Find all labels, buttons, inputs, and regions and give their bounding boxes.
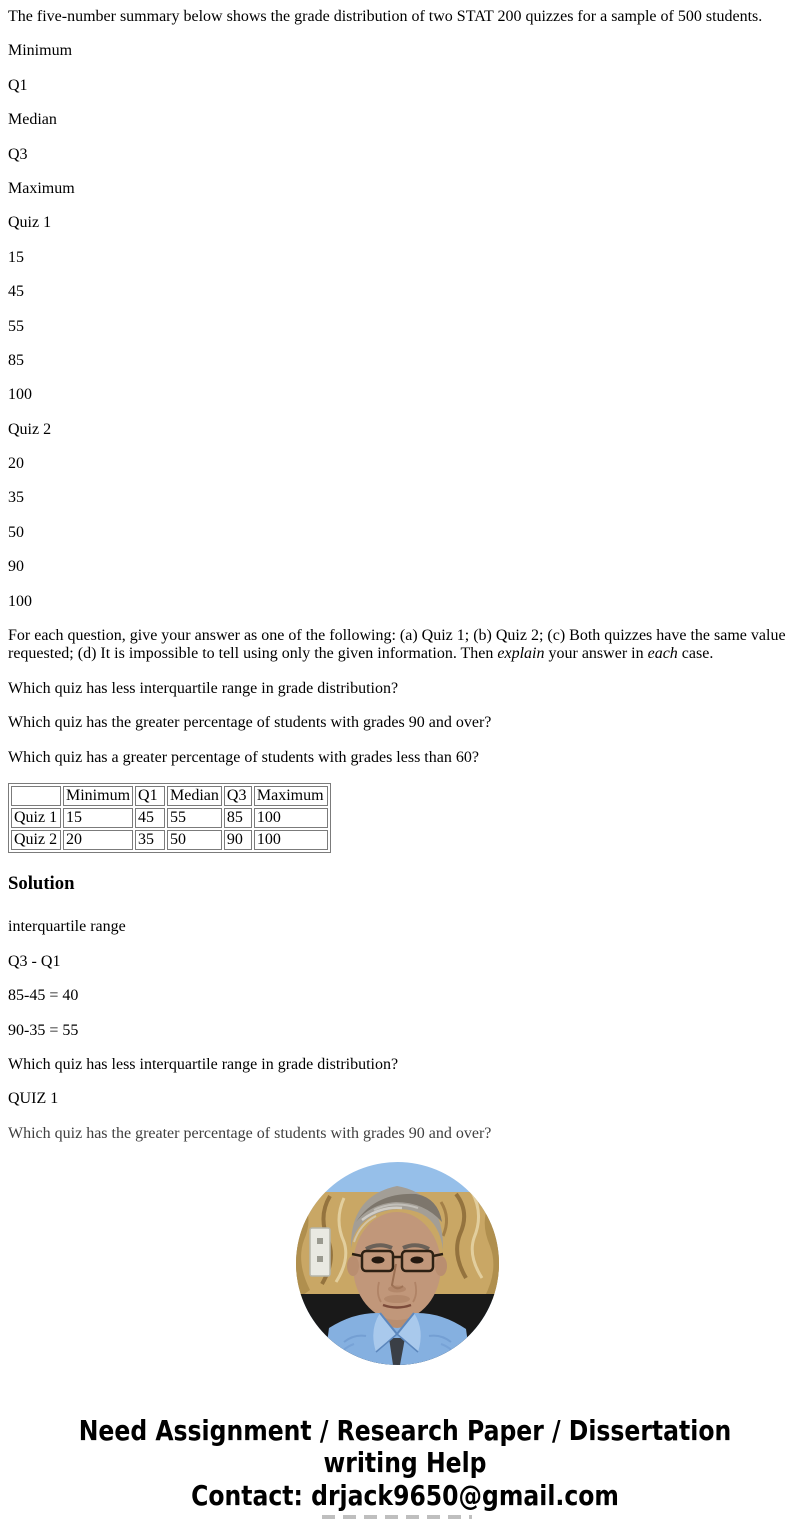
instructions-part3: case. [677,645,714,663]
quiz2-label: Quiz 2 [8,420,52,438]
instructor-headshot-photo [296,1162,499,1365]
table-cell-empty [11,786,61,806]
table-cell-header-q3: Q3 [224,786,252,806]
table-cell: Quiz 1 [11,808,61,828]
label-q1: Q1 [8,76,28,94]
quiz2-q3: 90 [8,558,24,576]
label-q3: Q3 [8,145,28,163]
table-cell: 20 [63,830,133,850]
quiz1-min: 15 [8,248,24,266]
solution-answer-quiz1: QUIZ 1 [8,1090,59,1108]
table-header-row [11,786,328,806]
footer-help-text: Need Assignment / Research Paper / Dissertation writing Help [78,1414,732,1480]
quiz1-max: 100 [8,386,32,404]
instructions-italic-each: each [647,645,678,663]
solution-question-repeat-1: Which quiz has less interquartile range in grade distribution? [8,1056,399,1074]
table-cell: 50 [167,830,222,850]
quiz2-q1: 35 [8,489,24,507]
table-cell: 90 [224,830,252,850]
table-cell-header-median: Median [167,786,222,806]
quiz2-max: 100 [8,592,32,610]
intro-paragraph: The five-number summary below shows the grade distribution of two STAT 200 quizzes for a sample of 500 students. [8,8,763,25]
table-cell: 100 [254,808,328,828]
instructions-paragraph [8,627,786,664]
solution-line-quiz1-calc: 85-45 = 40 [8,987,79,1005]
quiz1-median: 55 [8,317,24,335]
label-maximum: Maximum [8,179,75,197]
label-minimum: Minimum [8,42,73,60]
table-cell: Quiz 2 [11,830,61,850]
headshot-illustration [296,1162,499,1365]
solution-line-iqr: interquartile range [8,918,126,936]
table-cell-header-q1: Q1 [135,786,165,806]
quiz1-q3: 85 [8,351,24,369]
quiz1-label: Quiz 1 [8,214,52,232]
table-cell-header-minimum: Minimum [63,786,133,806]
table-cell: 35 [135,830,165,850]
table-row-quiz2 [11,830,328,850]
footer-artifact-marks [322,1515,472,1519]
instructions-part1: For each question, give your answer as one of the following: (a) Quiz 1; (b) Quiz 2; (c) Both quizzes have the same value requested; (d) It is impossible to tell using only the given information. Then [8,627,786,663]
instructions-part2: your answer in [544,645,648,663]
solution-line-formula: Q3 - Q1 [8,952,61,970]
question-90-over: Which quiz has the greater percentage of students with grades 90 and over? [8,714,492,732]
label-median: Median [8,111,57,129]
question-iqr: Which quiz has less interquartile range in grade distribution? [8,679,399,697]
table-cell: 15 [63,808,133,828]
summary-table [8,783,331,853]
table-row-quiz1 [11,808,328,828]
footer-banner [35,1415,774,1512]
quiz2-min: 20 [8,455,24,473]
instructions-italic-explain: explain [497,645,545,663]
solution-question-repeat-2: Which quiz has the greater percentage of students with grades 90 and over? [8,1124,492,1142]
quiz2-median: 50 [8,523,24,541]
solution-heading: Solution [8,872,75,894]
quiz1-q1: 45 [8,283,24,301]
table-cell: 85 [224,808,252,828]
footer-contact: Contact: drjack9650@gmail.com [191,1478,619,1512]
table-cell: 100 [254,830,328,850]
table-cell: 55 [167,808,222,828]
photo-switch-plate [310,1228,330,1276]
table-cell: 45 [135,808,165,828]
solution-line-quiz2-calc: 90-35 = 55 [8,1021,79,1039]
question-less-60: Which quiz has a greater percentage of students with grades less than 60? [8,748,479,766]
table-cell-header-maximum: Maximum [254,786,328,806]
